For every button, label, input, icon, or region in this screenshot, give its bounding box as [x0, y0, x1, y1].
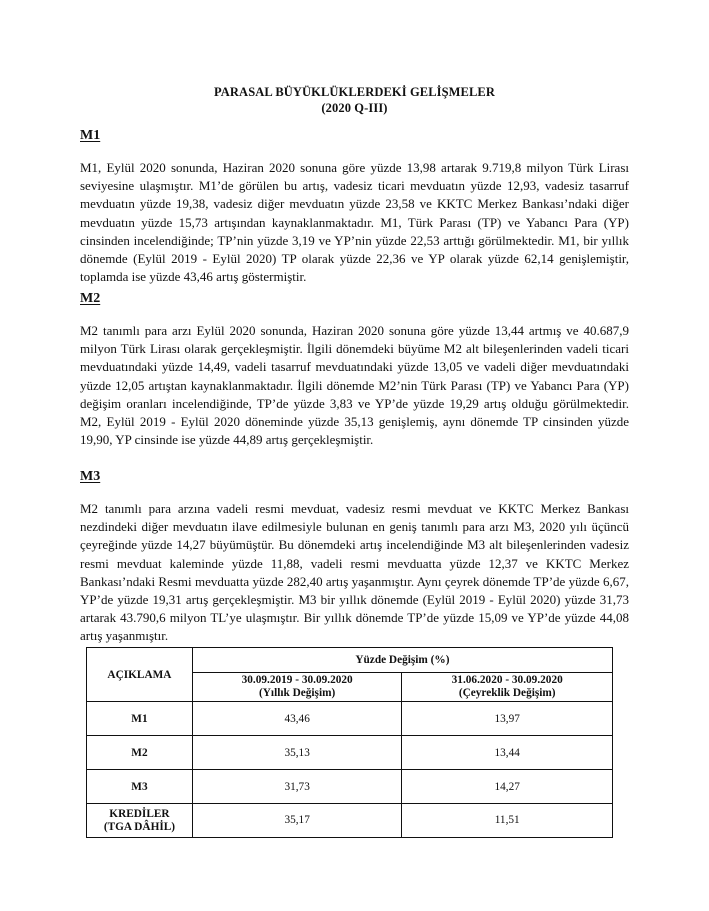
annual-column-header: [192, 673, 402, 702]
annual-label: (Yıllık Değişim): [259, 687, 336, 699]
section-heading-m2: M2: [80, 291, 101, 306]
annual-value: 43,46: [192, 702, 402, 736]
table-row: [87, 804, 613, 838]
annual-value: 35,17: [192, 804, 402, 838]
annual-value: 35,13: [192, 736, 402, 770]
quarterly-column-header: [402, 673, 613, 702]
document-title: [0, 84, 709, 116]
table-row: [87, 736, 613, 770]
title-period: (2020 Q-III): [321, 101, 388, 115]
quarterly-value: 13,97: [402, 702, 613, 736]
row-label: M1: [87, 702, 193, 736]
table-row: [87, 702, 613, 736]
row-label: [87, 804, 193, 838]
row-label-line2: (TGA DÂHİL): [103, 820, 176, 833]
quarterly-label: (Çeyreklik Değişim): [458, 687, 556, 699]
section-heading-m1: M1: [80, 128, 101, 143]
percent-change-table: [86, 647, 613, 838]
row-label: M3: [87, 770, 193, 804]
row-label: M2: [87, 736, 193, 770]
row-label-line1: KREDİLER: [109, 807, 170, 820]
section-text-m3: M2 tanımlı para arzına vadeli resmi mevduat, vadesiz resmi mevduat ve KKTC Merkez Bankası nezdindeki diğer mevduatın ilave edilmesiyle bulunan en geniş tanımlı para arzı M3, 2020 yılı üçüncü çeyreğinde yüzde 14,27 büyümüştür. Bu dönemdeki artış incelendiğinde M3 alt bileşenlerinden vadesiz resmi mevduat kaleminde yüzde 11,88, vadeli resmi mevduatta yüzde 12,37 ve KKTC Merkez Bankası’ndaki Resmi mevduatta yüzde 282,40 artış yaşanmıştır. Aynı çeyrek dönemde TP’de yüzde 6,67, YP’de yüzde 19,31 artış gerçekleşmiştir. M3 bir yıllık dönemde (Eylül 2019 - Eylül 2020) yüzde 31,73 artarak 43.790,6 milyon TL’ye ulaşmıştır. Bir yıllık dönemde TP’de yüzde 15,09 ve YP’de yüzde 44,08 artış yaşanmıştır.: [80, 501, 629, 644]
quarterly-period: 31.06.2020 - 30.09.2020: [451, 674, 563, 686]
section-text-m2: M2 tanımlı para arzı Eylül 2020 sonunda, Haziran 2020 sonuna göre yüzde 13,44 artmış ve 40.687,9 milyon Türk Lirası olarak gerçekleşmiştir. İlgili dönemdeki büyüme M2 alt bileşenlerinden vadeli ticari mevduatındaki yüzde 14,49, vadeli tasarruf mevduatındaki yüzde 13,05 ve vadeli diğer mevduatındaki yüzde 12,05 artıştan kaynaklanmaktadır. İlgili dönemde M2’nin Türk Parası (TP) ve Yabancı Para (YP) değişim oranları incelendiğinde, TP’de yüzde 3,83 ve YP’de yüzde 19,29 artış olduğu görülmektedir. M2, Eylül 2019 - Eylül 2020 döneminde yüzde 35,13 genişlemiş, aynı dönemde TP cinsinden yüzde 19,90, YP cinsinde ise yüzde 44,89 artış gerçekleşmiştir.: [80, 323, 629, 448]
section-heading-m3: M3: [80, 469, 101, 484]
annual-period: 30.09.2019 - 30.09.2020: [241, 674, 353, 686]
annual-value: 31,73: [192, 770, 402, 804]
table-row: [87, 770, 613, 804]
section-text-m1: M1, Eylül 2020 sonunda, Haziran 2020 sonuna göre yüzde 13,98 artarak 9.719,8 milyon Türk Lirası seviyesine ulaşmıştır. M1’de görülen bu artış, vadesiz ticari mevduatın yüzde 12,93, vadesiz tasarruf mevduatın yüzde 19,38, vadesiz diğer mevduatın yüzde 23,58 ve KKTC Merkez Bankası’ndaki diğer mevduatın yüzde 15,73 artışından kaynaklanmaktadır. M1, Türk Parası (TP) ve Yabancı Para (YP) cinsinden incelendiğinde; TP’nin yüzde 3,19 ve YP’nin yüzde 22,53 arttığı görülmektedir. M1, bir yıllık dönemde (Eylül 2019 - Eylül 2020) TP olarak yüzde 22,36 ve YP olarak yüzde 62,14 genişlemiştir, toplamda ise yüzde 43,46 artış göstermiştir.: [80, 160, 629, 285]
table-header-row: [87, 648, 613, 673]
group-header: Yüzde Değişim (%): [192, 648, 612, 673]
quarterly-value: 13,44: [402, 736, 613, 770]
title-main: PARASAL BÜYÜKLÜKLERDEKİ GELİŞMELER: [214, 85, 495, 99]
label-column-header: AÇIKLAMA: [87, 648, 193, 702]
quarterly-value: 11,51: [402, 804, 613, 838]
quarterly-value: 14,27: [402, 770, 613, 804]
